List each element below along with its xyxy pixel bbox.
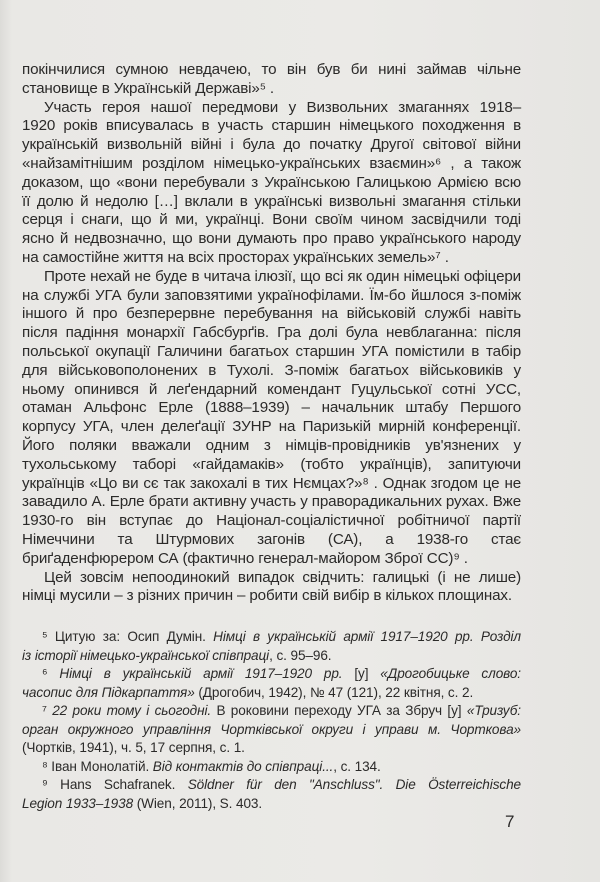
text-line: польської окупації Галичини багатьох старшин УГА помістили в табір [22,342,521,360]
citation-text: ⁶ [42,666,60,681]
citation-text: (Чортків, 1941), ч. 5, 17 серпня, с. 1. [22,740,245,755]
paragraph [22,268,521,569]
text-line: становище в Українській Державі»⁵ . [22,79,274,97]
citation-text: ⁸ Іван Монолатій. [42,758,153,774]
footnote [22,702,521,758]
text-line: покінчилися сумною невдачею, то він був би нині займав чільне [22,61,521,78]
text-line: бриґаденфюрером СА (фактично генерал-майором Зброї СС)⁹ . [22,549,468,567]
footnote-line [22,758,521,777]
citation-title: часопис для Підкарпаття» [22,684,195,700]
citation-text: В роковини переходу УГА за Збруч [у] [211,703,467,718]
text-line: після падіння монархії Габсбурґів. Гра долі була невблаганна: після [22,324,521,342]
text-line: німці мусили – з різних причин – робити свій вибір в кількох площинах. [22,587,512,605]
text-line: 1930-го він вступає до Націонал-соціалістичної робітничої партії [22,512,521,530]
citation-text: ⁵ Цитую за: Осип Думін. [42,629,214,644]
citation-title: «Тризуб: [466,703,521,718]
citation-title: із історії німецько-української співпраці [22,647,270,663]
text-line: отаман Альфонс Ерле (1888–1939) – начальник штабу Першого [22,399,521,417]
citation-text: , с. 95–96. [269,647,332,663]
text-line: тухольському таборі «гайдамаків» (тобто українців), запитуючи [22,455,521,473]
text-line: «найзамітнішим розділом німецько-українських взаємин»⁶ , а також [22,154,521,172]
footnote-line [22,702,521,721]
text-line: Його поляки вважали одним з німців-провідників ув'язнених у [22,436,521,454]
text-line: українській визвольній війні і була до початку Другої світової війни [22,136,521,154]
text-line: корпусу УГА, член делеґації ЗУНР на Паризькій мирній конференції. [22,418,521,436]
text-line: іншого й про безперервне перебування на військовій службі навіть [22,305,521,323]
text-line: ньому опинився й леґендарний комендант Гуцульської сотні УСС, [22,380,521,398]
footnote [22,776,521,813]
text-line: серця і снаги, що й ми, українці. Вони своїм чином засвідчили тоді [22,211,521,229]
text-line: завадило А. Ерле брати активну участь у праворадикальних рухах. Вже [22,493,521,511]
citation-title: Німці в українській армії 1917–1920 рр. Розділ [213,629,522,644]
footnotes [22,628,521,813]
text-line: 1920 років вписувалась в участь старшин німецького походження в [22,117,521,135]
citation-text: ⁷ [42,703,53,718]
citation-text: [у] [342,666,381,681]
text-line: Німеччини та Штурмових загонів (СА), а 1938-го стає [22,530,521,548]
footnote-line [22,721,521,740]
citation-text: (Дрогобич, 1942), № 47 (121), 22 квітня, с. 2. [194,684,474,700]
text-line: її долю й недолю […] вклали в українські визвольні змагання стільки [22,192,521,210]
citation-title: «Дрогобицьке слово: [380,666,521,681]
citation-title: Німці в українській армії 1917–1920 рр. [59,666,343,681]
citation-text: (Wien, 2011), S. 403. [133,795,263,811]
paragraph [22,99,521,268]
paragraph [22,61,521,99]
text-line: на службі УГА були заповзятими українофілами. Їм-бо йшлося з-поміж [22,286,521,304]
text-line: Цей зовсім непоодинокий випадок свідчить: галицькі (і не лише) [44,568,521,586]
citation-title: Legion 1933–1938 [22,795,134,811]
footnote-line [22,628,521,647]
paragraph [22,569,521,607]
text-line: ясно й недвозначно, що вони думають про право українського народу [22,230,521,248]
citation-text: ⁹ Hans Schafranek. [42,777,188,792]
footnote [22,665,521,702]
footnote [22,758,521,777]
text-line: для військовополонених в Тухолі. З-поміж багатьох військовиків у [22,361,521,379]
footnote-line [22,776,521,795]
citation-title: Від контактів до співпраці... [152,758,334,774]
text-line: доказом, що «вони перебували з Українською Галицькою Армією всю [22,173,521,191]
citation-title: Söldner für den "Anschluss". Die Österreichische [187,777,522,792]
text-line: на самостійне життя на всіх просторах українських земель»⁷ . [22,248,449,266]
footnote-line [22,684,521,703]
footnote-line [22,795,521,814]
text-line: Участь героя нашої передмови у Визвольних змаганнях 1918– [44,98,521,116]
footnote-line [22,647,521,666]
text-line: українців «Цо ви сє так закохалі в тих Нємцах?»⁸ . Однак згодом це не [22,474,521,492]
body-text [22,61,521,606]
text-line: Проте нехай не буде в читача ілюзії, що всі як один німецькі офіцери [44,267,521,285]
page-number: 7 [505,812,515,831]
footnote [22,628,521,665]
citation-text: , с. 134. [333,758,381,774]
footnote-line [22,739,521,758]
citation-title: 22 роки тому і сьогодні. [52,703,212,718]
footnote-line [22,665,521,684]
citation-title: орган окружного управління Чортківської округи і управи м. Чорткова» [22,721,521,737]
